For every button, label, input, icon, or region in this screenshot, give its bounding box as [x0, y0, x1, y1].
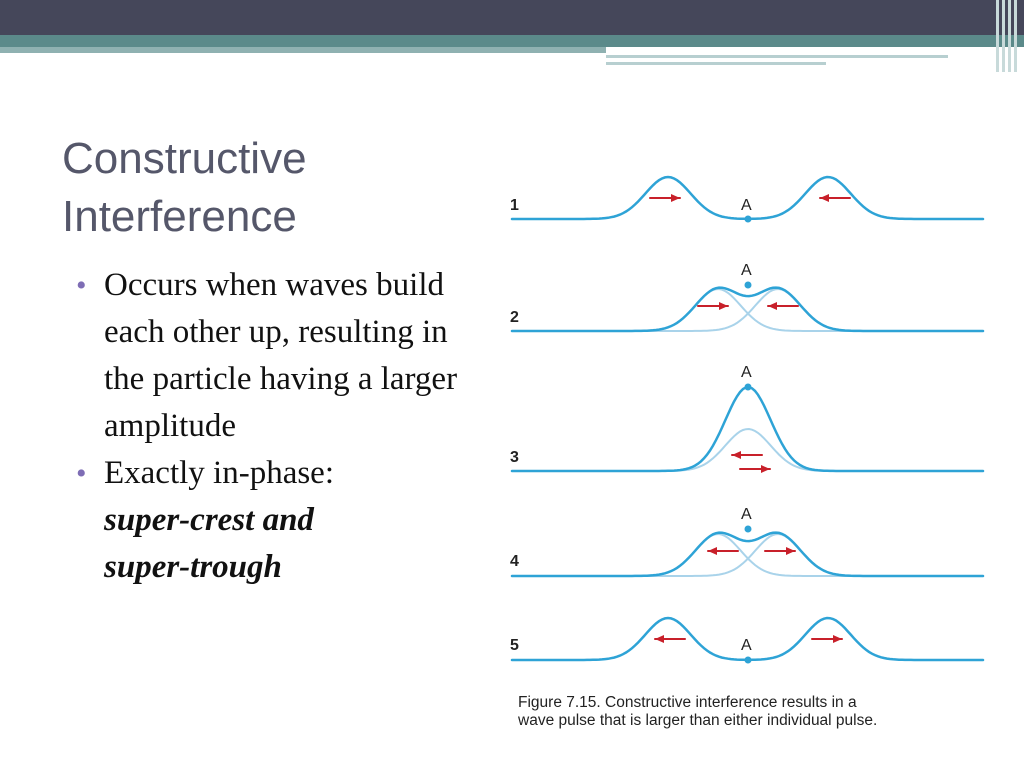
header-accent-bar [0, 35, 1024, 47]
arrow-right-head [786, 547, 795, 555]
arrow-left-head [655, 635, 664, 643]
header-deco-line [606, 62, 826, 65]
point-a-dot [745, 216, 752, 223]
title-line: Constructive [62, 134, 307, 183]
point-label: A [741, 364, 752, 381]
header-deco-line [606, 55, 948, 58]
row-label: 4 [510, 553, 519, 570]
header-accent-strip [0, 47, 606, 53]
caption-line: Figure 7.15. Constructive interference results in a [518, 694, 857, 711]
bullet-item [76, 262, 476, 450]
point-a-dot [745, 282, 752, 289]
wave-line [512, 533, 983, 576]
slide-title [62, 130, 462, 246]
point-label: A [741, 197, 752, 214]
arrow-left-head [820, 194, 829, 202]
caption-line: wave pulse that is larger than either individual pulse. [518, 712, 878, 729]
figure-caption [518, 694, 998, 730]
point-label: A [741, 506, 752, 523]
arrow-right-head [761, 465, 770, 473]
bullet-emphasis: super-trough [104, 549, 282, 585]
bullet-text: Occurs when waves build each other up, resulting in the particle having a larger amplitude [104, 267, 458, 444]
arrow-right-head [833, 635, 842, 643]
header-bar [0, 0, 1024, 35]
bullet-item [76, 450, 476, 591]
arrow-right-head [719, 302, 728, 310]
bullet-emphasis: super-crest and [104, 502, 314, 538]
row-label: 5 [510, 637, 519, 654]
arrow-left-head [708, 547, 717, 555]
wave-line [512, 288, 983, 331]
bullet-list [76, 262, 476, 591]
header-stripes [994, 0, 1024, 72]
row-label: 2 [510, 309, 519, 326]
point-a-dot [745, 657, 752, 664]
row-label: 1 [510, 197, 519, 214]
point-label: A [741, 262, 752, 279]
row-label: 3 [510, 449, 519, 466]
arrow-right-head [671, 194, 680, 202]
point-a-dot [745, 526, 752, 533]
arrow-left-head [768, 302, 777, 310]
title-line: Interference [62, 192, 297, 241]
component-wave [512, 429, 983, 471]
arrow-left-head [732, 451, 741, 459]
point-a-dot [745, 384, 752, 391]
interference-figure [500, 165, 1000, 745]
point-label: A [741, 637, 752, 654]
bullet-text: Exactly in-phase: [104, 455, 335, 491]
